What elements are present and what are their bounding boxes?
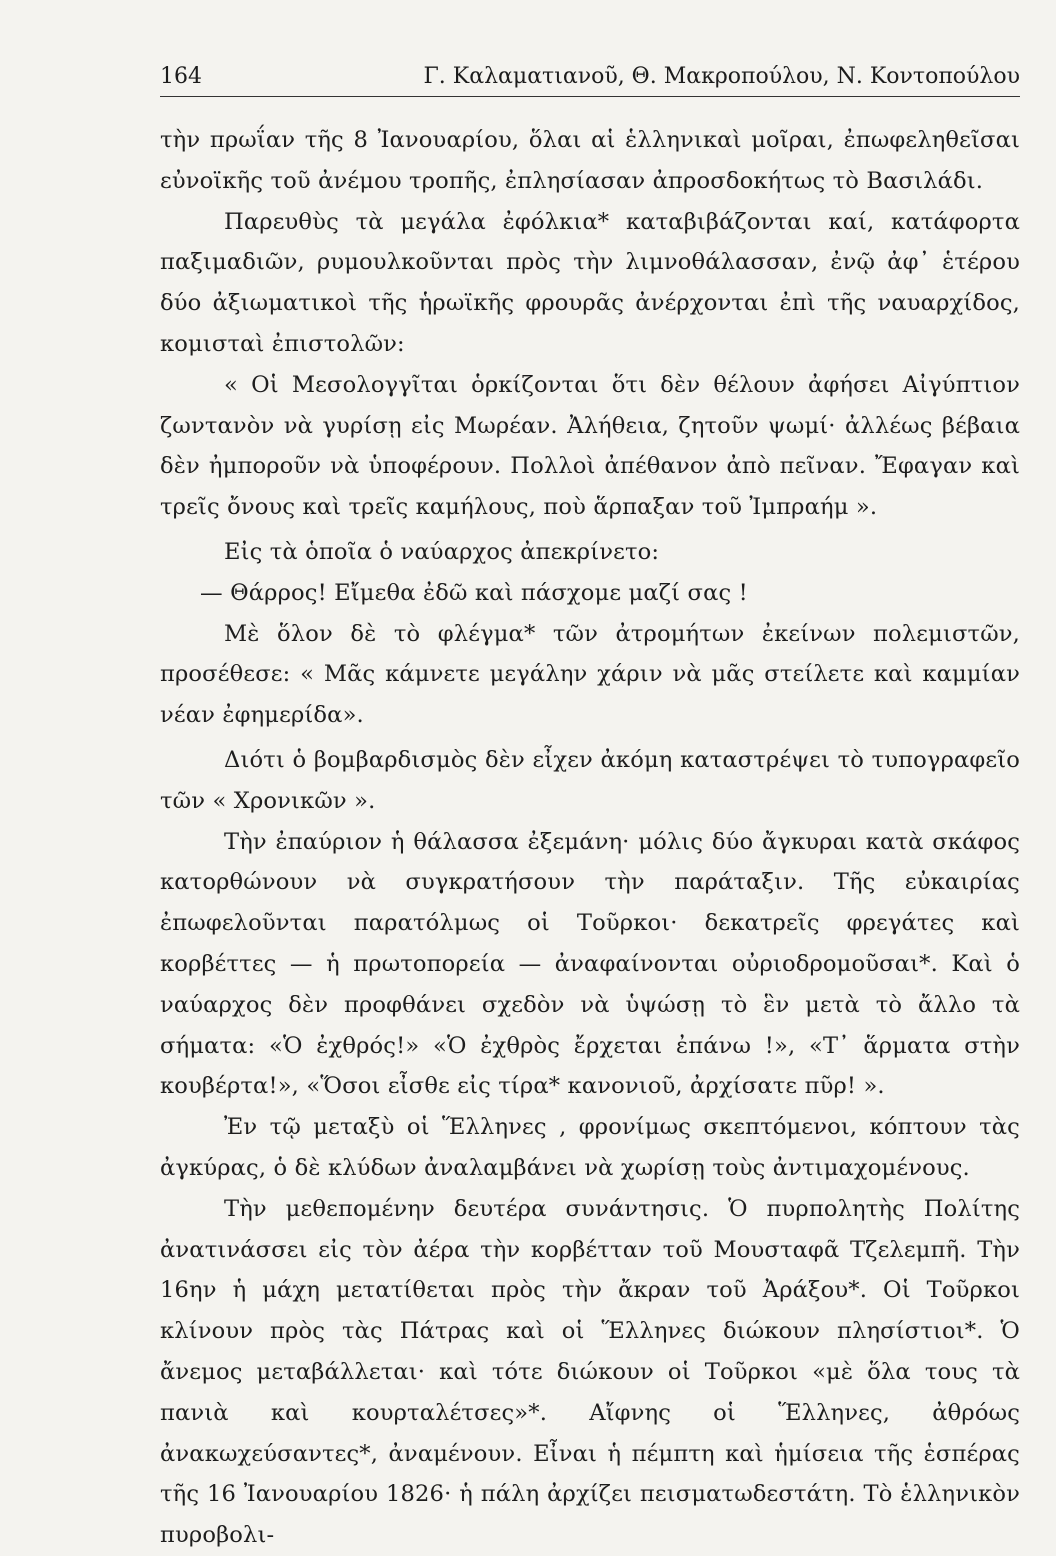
paragraph: Μὲ ὅλον δὲ τὸ φλέγμα* τῶν ἀτρομήτων ἐκείνων πολεμιστῶν, προσέθεσε: « Μᾶς κάμνετε μεγάλην χάριν νὰ μᾶς στείλετε καὶ καμμίαν νέαν ἐφημερίδα». (160, 620, 1020, 729)
body-text (160, 120, 1020, 1556)
page-number: 164 (160, 64, 202, 89)
paragraph: Παρευθὺς τὰ μεγάλα ἐφόλκια* καταβιβάζονται καί, κατάφορτα παξιμαδιῶν, ρυμουλκοῦνται πρὸς τὴν λιμνοθάλασσαν, ἐνῷ ἀφ᾽ ἑτέρου δύο ἀξιωματικοὶ τῆς ἡρωϊκῆς φρουρᾶς ἀνέρχονται ἐπὶ τῆς ναυαρχίδος, κομισταὶ ἐπιστολῶν: (160, 208, 1020, 357)
paragraph: « Οἱ Μεσολογγῖται ὁρκίζονται ὅτι δὲν θέλουν ἀφήσει Αἰγύπτιον ζωντανὸν νὰ γυρίσῃ εἰς Μωρέαν. Ἀλήθεια, ζητοῦν ψωμί· ἀλλέως βέβαια δὲν ἠμποροῦν νὰ ὑποφέρουν. Πολλοὶ ἀπέθανον ἀπὸ πεῖναν. Ἔφαγαν καὶ τρεῖς ὄνους καὶ τρεῖς καμήλους, ποὺ ἅρπαξαν τοῦ Ἰμπραήμ ». (160, 371, 1020, 521)
paragraph: Τὴν ἐπαύριον ἡ θάλασσα ἐξεμάνη· μόλις δύο ἄγκυραι κατὰ σκάφος κατορθώνουν νὰ συγκρατήσουν τὴν παράταξιν. Τῆς εὐκαιρίας ἐπωφελοῦνται παρατόλμως οἱ Τοῦρκοι· δεκατρεῖς φρεγάτες καὶ κορβέττες — ἡ πρωτοπορεία — ἀναφαίνονται οὐριοδρομοῦσαι*. Καὶ ὁ ναύαρχος δὲν προφθάνει σχεδὸν νὰ ὑψώσῃ τὸ ἓν μετὰ τὸ ἄλλο τὰ σήματα: «Ὁ ἐχθρός!» «Ὁ ἐχθρὸς ἔρχεται ἐπάνω !», «Τ᾽ ἅρματα στὴν κουβέρτα!», «Ὅσοι εἶσθε εἰς τίρα* κανονιοῦ, ἀρχίσατε πῦρ! ». (160, 828, 1020, 1100)
dialogue-line: — Θάρρος! Εἴμεθα ἐδῶ καὶ πάσχομε μαζί σας ! (200, 579, 748, 606)
page-header (160, 62, 1020, 97)
running-head: Γ. Καλαματιανοῦ, Θ. Μακροπούλου, Ν. Κοντοπούλου (423, 64, 1020, 89)
paragraph: Ἐν τῷ μεταξὺ οἱ Ἕλληνες , φρονίμως σκεπτόμενοι, κόπτουν τὰς ἀγκύρας, ὁ δὲ κλύδων ἀναλαμβάνει νὰ χωρίσῃ τοὺς ἀντιμαχομένους. (160, 1114, 1020, 1181)
paragraph: Εἰς τὰ ὁποῖα ὁ ναύαρχος ἀπεκρίνετο: (224, 538, 660, 565)
paragraph: Διότι ὁ βομβαρδισμὸς δὲν εἶχεν ἀκόμη καταστρέψει τὸ τυπογραφεῖο τῶν « Χρονικῶν ». (160, 746, 1020, 814)
paragraph: τὴν πρωΐαν τῆς 8 Ἰανουαρίου, ὅλαι αἱ ἑλληνικαὶ μοῖραι, ἐπωφεληθεῖσαι εὐνοϊκῆς τοῦ ἀνέμου τροπῆς, ἐπλησίασαν ἀπροσδοκήτως τὸ Βασιλάδι. (160, 127, 1020, 194)
paragraph: Τὴν μεθεπομένην δευτέρα συνάντησις. Ὁ πυρπολητὴς Πολίτης ἀνατινάσσει εἰς τὸν ἀέρα τὴν κορβέτταν τοῦ Μουσταφᾶ Τζελεμπῆ. Τὴν 16ην ἡ μάχη μετατίθεται πρὸς τὴν ἄκραν τοῦ Ἀράξου*. Οἱ Τοῦρκοι κλίνουν πρὸς τὰς Πάτρας καὶ οἱ Ἕλληνες διώκουν πλησίστιοι*. Ὁ ἄνεμος μεταβάλλεται· καὶ τότε διώκουν οἱ Τοῦρκοι «μὲ ὅλα τους τὰ πανιὰ καὶ κουρταλέτσες»*. Αἴφνης οἱ Ἕλληνες, ἀθρόως ἀνακωχεύσαντες*, ἀναμένουν. Εἶναι ἡ πέμπτη καὶ ἡμίσεια τῆς ἑσπέρας τῆς 16 Ἰανουαρίου 1826· ἡ πάλη ἀρχίζει πεισματωδεστάτη. Τὸ ἑλληνικὸν πυροβολι- (160, 1195, 1020, 1549)
